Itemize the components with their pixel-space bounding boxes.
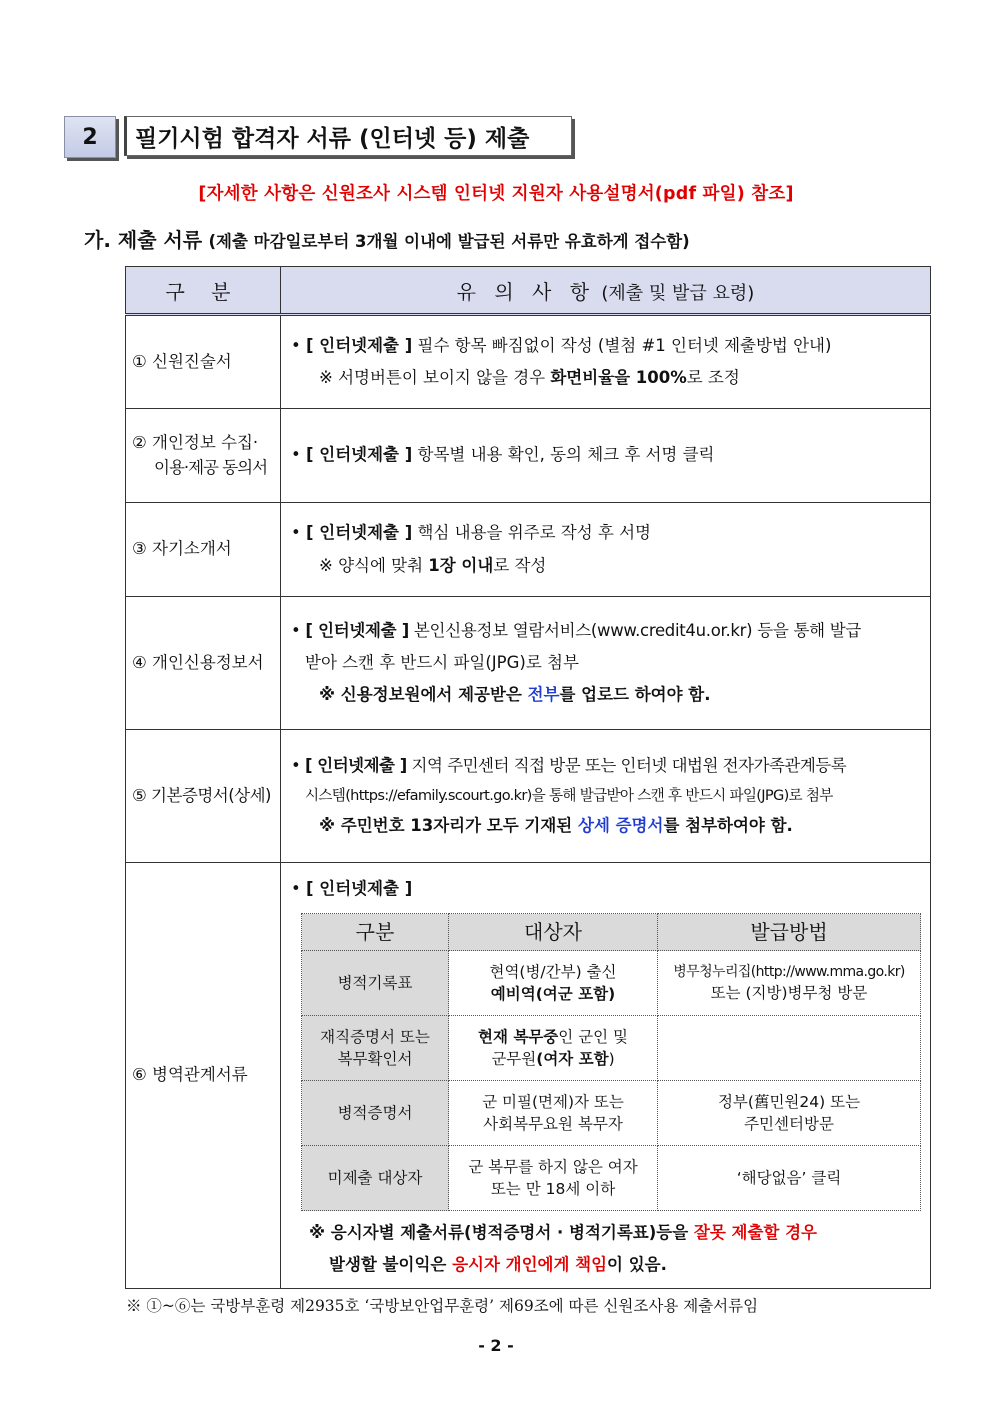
table-row bbox=[126, 409, 931, 503]
military-docs-table bbox=[301, 913, 921, 1211]
row-category: ④ 개인신용정보서 bbox=[126, 597, 281, 730]
row-content: • [ 인터넷제출 ] 본인신용정보 열람서비스(www.credit4u.or.kr) 등을 통해 발급 받아 스캔 후 반드시 파일(JPG)로 첨부 ※ 신용정보원에서 제공받은 전부를 업로드 하여야 함. bbox=[281, 597, 931, 730]
military-row: 재직증명서 또는 복무확인서 현재 복무중인 군인 및 군무원(여자 포함) bbox=[302, 1016, 921, 1081]
military-row: 미제출 대상자 군 복무를 하지 않은 여자 또는 만 18세 이하 ‘해당없음’ 클릭 bbox=[302, 1146, 921, 1211]
section-number: 2 bbox=[64, 116, 116, 158]
section-heading bbox=[64, 116, 580, 162]
military-row: 병적기록표 현역(병/간부) 출신 예비역(여군 포함) 병무청누리집(http://www.mma.go.kr) 또는 (지방)병무청 방문 bbox=[302, 951, 921, 1016]
row-category: ⑤ 기본증명서(상세) bbox=[126, 730, 281, 863]
table-row bbox=[126, 730, 931, 863]
table-row bbox=[126, 315, 931, 409]
table-row bbox=[126, 597, 931, 730]
section-title: 필기시험 합격자 서류 (인터넷 등) 제출 bbox=[124, 116, 572, 156]
row-content: • [ 인터넷제출 ] 필수 항목 빠짐없이 작성 (별첨 #1 인터넷 제출방법 안내) ※ 서명버튼이 보이지 않을 경우 화면비율을 100%로 조정 bbox=[281, 315, 931, 409]
footnote: ※ ①~⑥는 국방부훈령 제2935호 ‘국방보안업무훈령’ 제69조에 따른 신원조사용 제출서류임 bbox=[126, 1297, 759, 1315]
row-category: ② 개인정보 수집· 이용·제공 동의서 bbox=[126, 409, 281, 503]
table-header-row bbox=[126, 267, 931, 315]
subheading-label: 가. 제출 서류 bbox=[84, 228, 203, 252]
military-header-target: 대상자 bbox=[449, 914, 658, 951]
subheading-paren: (제출 마감일로부터 3개월 이내에 발급된 서류만 유효하게 접수함) bbox=[208, 232, 690, 251]
military-header-type: 구분 bbox=[302, 914, 449, 951]
row-category: ⑥ 병역관계서류 bbox=[126, 863, 281, 1289]
military-header-method: 발급방법 bbox=[658, 914, 921, 951]
military-row: 병적증명서 군 미필(면제)자 또는 사회복무요원 복무자 정부(舊민원24) 또는 주민센터방문 bbox=[302, 1081, 921, 1146]
page-number: - 2 - bbox=[478, 1336, 514, 1355]
row-category: ① 신원진술서 bbox=[126, 315, 281, 409]
row-content: • [ 인터넷제출 ] 핵심 내용을 위주로 작성 후 서명 ※ 양식에 맞춰 1장 이내로 작성 bbox=[281, 503, 931, 597]
subheading bbox=[84, 224, 690, 253]
row-content: • [ 인터넷제출 ] 구분 대상자 발급방법 병적기록표 현역(병/간부) 출신 예비역(여군 포함) 병무청누리집(http://www.mma.go.kr) 또는 (지방)병무청 방문 재직증명서 또는 복무확인서 현재 복무중인 군인 및 군무원(여자 포함) 병적증명서 군 미필(면제)자 또는 사회복무요원 복무자 정부(舊민원24) 또는 주민센터방문 미제출 대상자 군 복무를 하지 않은 여자 또는 만 18세 이하 ‘해당없음’ 클릭 ※ 응시자별 제출서류(병적증명서 · 병적기록표)등을 잘못 제출할 경우 발생할 불이익은 응시자 개인에게 책임이 있음. bbox=[281, 863, 931, 1289]
table-row bbox=[126, 503, 931, 597]
documents-table bbox=[125, 266, 931, 1289]
table-row bbox=[126, 863, 931, 1289]
header-category: 구 분 bbox=[126, 267, 281, 315]
row-content: • [ 인터넷제출 ] 지역 주민센터 직접 방문 또는 인터넷 대법원 전자가족관계등록 시스템(https://efamily.scourt.go.kr)을 통해 발급받아 스캔 후 반드시 파일(JPG)로 첨부 ※ 주민번호 13자리가 모두 기재된 상세 증명서를 첨부하여야 함. bbox=[281, 730, 931, 863]
header-notes: 유 의 사 항 (제출 및 발급 요령) bbox=[281, 267, 931, 315]
reference-note: [자세한 사항은 신원조사 시스템 인터넷 지원자 사용설명서(pdf 파일) 참조] bbox=[198, 184, 794, 204]
row-category: ③ 자기소개서 bbox=[126, 503, 281, 597]
row-content: • [ 인터넷제출 ] 항목별 내용 확인, 동의 체크 후 서명 클릭 bbox=[281, 409, 931, 503]
